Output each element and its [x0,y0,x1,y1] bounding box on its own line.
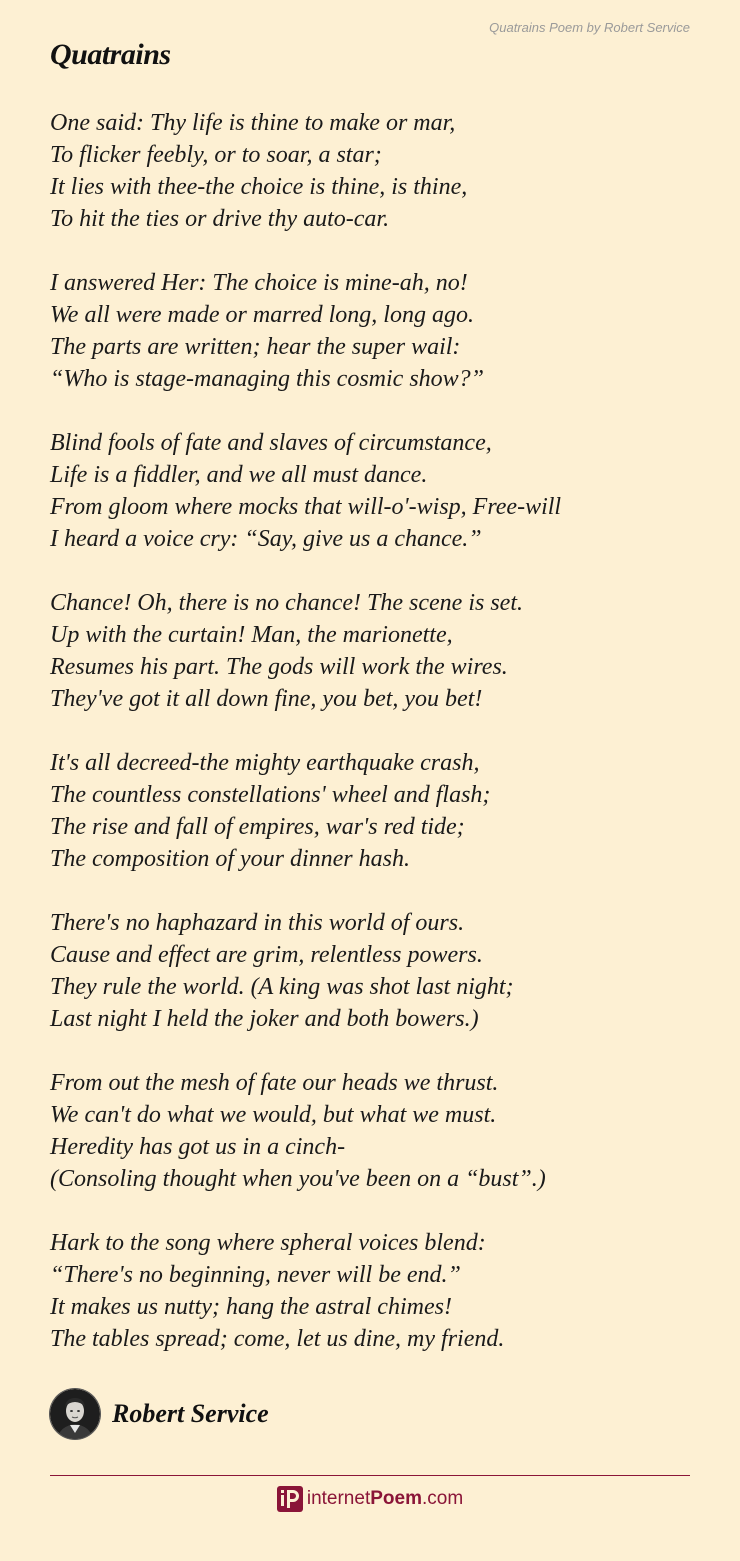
poem-line: “There's no beginning, never will be end.” [50,1262,461,1288]
stanza [50,747,690,875]
poem-title: Quatrains [50,38,171,71]
poem-body [50,107,690,1387]
avatar-image [50,1389,100,1439]
logo-bold: Poem [370,1488,422,1509]
poem-line: The rise and fall of empires, war's red tide; [50,814,465,840]
site-logo[interactable] [0,1486,740,1512]
poem-line: The composition of your dinner hash. [50,846,410,872]
poem-line: Heredity has got us in a cinch- [50,1134,346,1160]
poem-line: Resumes his part. The gods will work the wires. [50,654,508,680]
author-block[interactable] [50,1388,269,1440]
poem-line: From out the mesh of fate our heads we thrust. [50,1070,499,1096]
poem-line: To hit the ties or drive thy auto-car. [50,206,390,232]
poem-line: Chance! Oh, there is no chance! The scene is set. [50,590,523,616]
poem-line: I heard a voice cry: “Say, give us a chance.” [50,526,482,552]
poem-line: (Consoling thought when you've been on a “bust”.) [50,1166,546,1192]
author-name[interactable]: Robert Service [112,1399,269,1428]
stanza [50,1067,690,1195]
poem-line: Up with the curtain! Man, the marionette, [50,622,453,648]
logo-prefix: internet [306,1488,371,1509]
poem-line: One said: Thy life is thine to make or mar, [50,110,456,136]
stanza [50,587,690,715]
poem-caption: Quatrains Poem by Robert Service [489,20,690,35]
poem-line: There's no haphazard in this world of ours. [50,910,465,936]
poem-line: The tables spread; come, let us dine, my friend. [50,1326,505,1352]
poem-line: They've got it all down fine, you bet, you bet! [50,686,483,712]
stanza [50,267,690,395]
poem-line: They rule the world. (A king was shot last night; [50,974,514,1000]
poem-line: The parts are written; hear the super wail: [50,334,461,360]
poem-line: We all were made or marred long, long ago. [50,302,474,328]
poem-line: I answered Her: The choice is mine-ah, no! [50,270,468,296]
stanza [50,907,690,1035]
poem-line: The countless constellations' wheel and flash; [50,782,491,808]
internetpoem-logo-icon [277,1486,303,1512]
poem-line: We can't do what we would, but what we must. [50,1102,497,1128]
poem-line: It lies with thee-the choice is thine, is thine, [50,174,468,200]
footer-divider [50,1475,690,1476]
poem-line: Blind fools of fate and slaves of circumstance, [50,430,492,456]
author-portrait-icon[interactable] [50,1389,100,1439]
stanza [50,1227,690,1355]
poem-line: To flicker feebly, or to soar, a star; [50,142,382,168]
poem-line: Hark to the song where spheral voices blend: [50,1230,486,1256]
poem-line: It makes us nutty; hang the astral chimes! [50,1294,452,1320]
logo-suffix: .com [421,1488,464,1509]
stanza [50,107,690,235]
poem-line: It's all decreed-the mighty earthquake crash, [50,750,480,776]
poem-line: Life is a fiddler, and we all must dance. [50,462,428,488]
poem-line: “Who is stage-managing this cosmic show?” [50,366,485,392]
poem-line: Cause and effect are grim, relentless powers. [50,942,483,968]
poem-line: From gloom where mocks that will-o'-wisp, Free-will [50,494,562,520]
stanza [50,427,690,555]
poem-line: Last night I held the joker and both bowers.) [50,1006,479,1032]
